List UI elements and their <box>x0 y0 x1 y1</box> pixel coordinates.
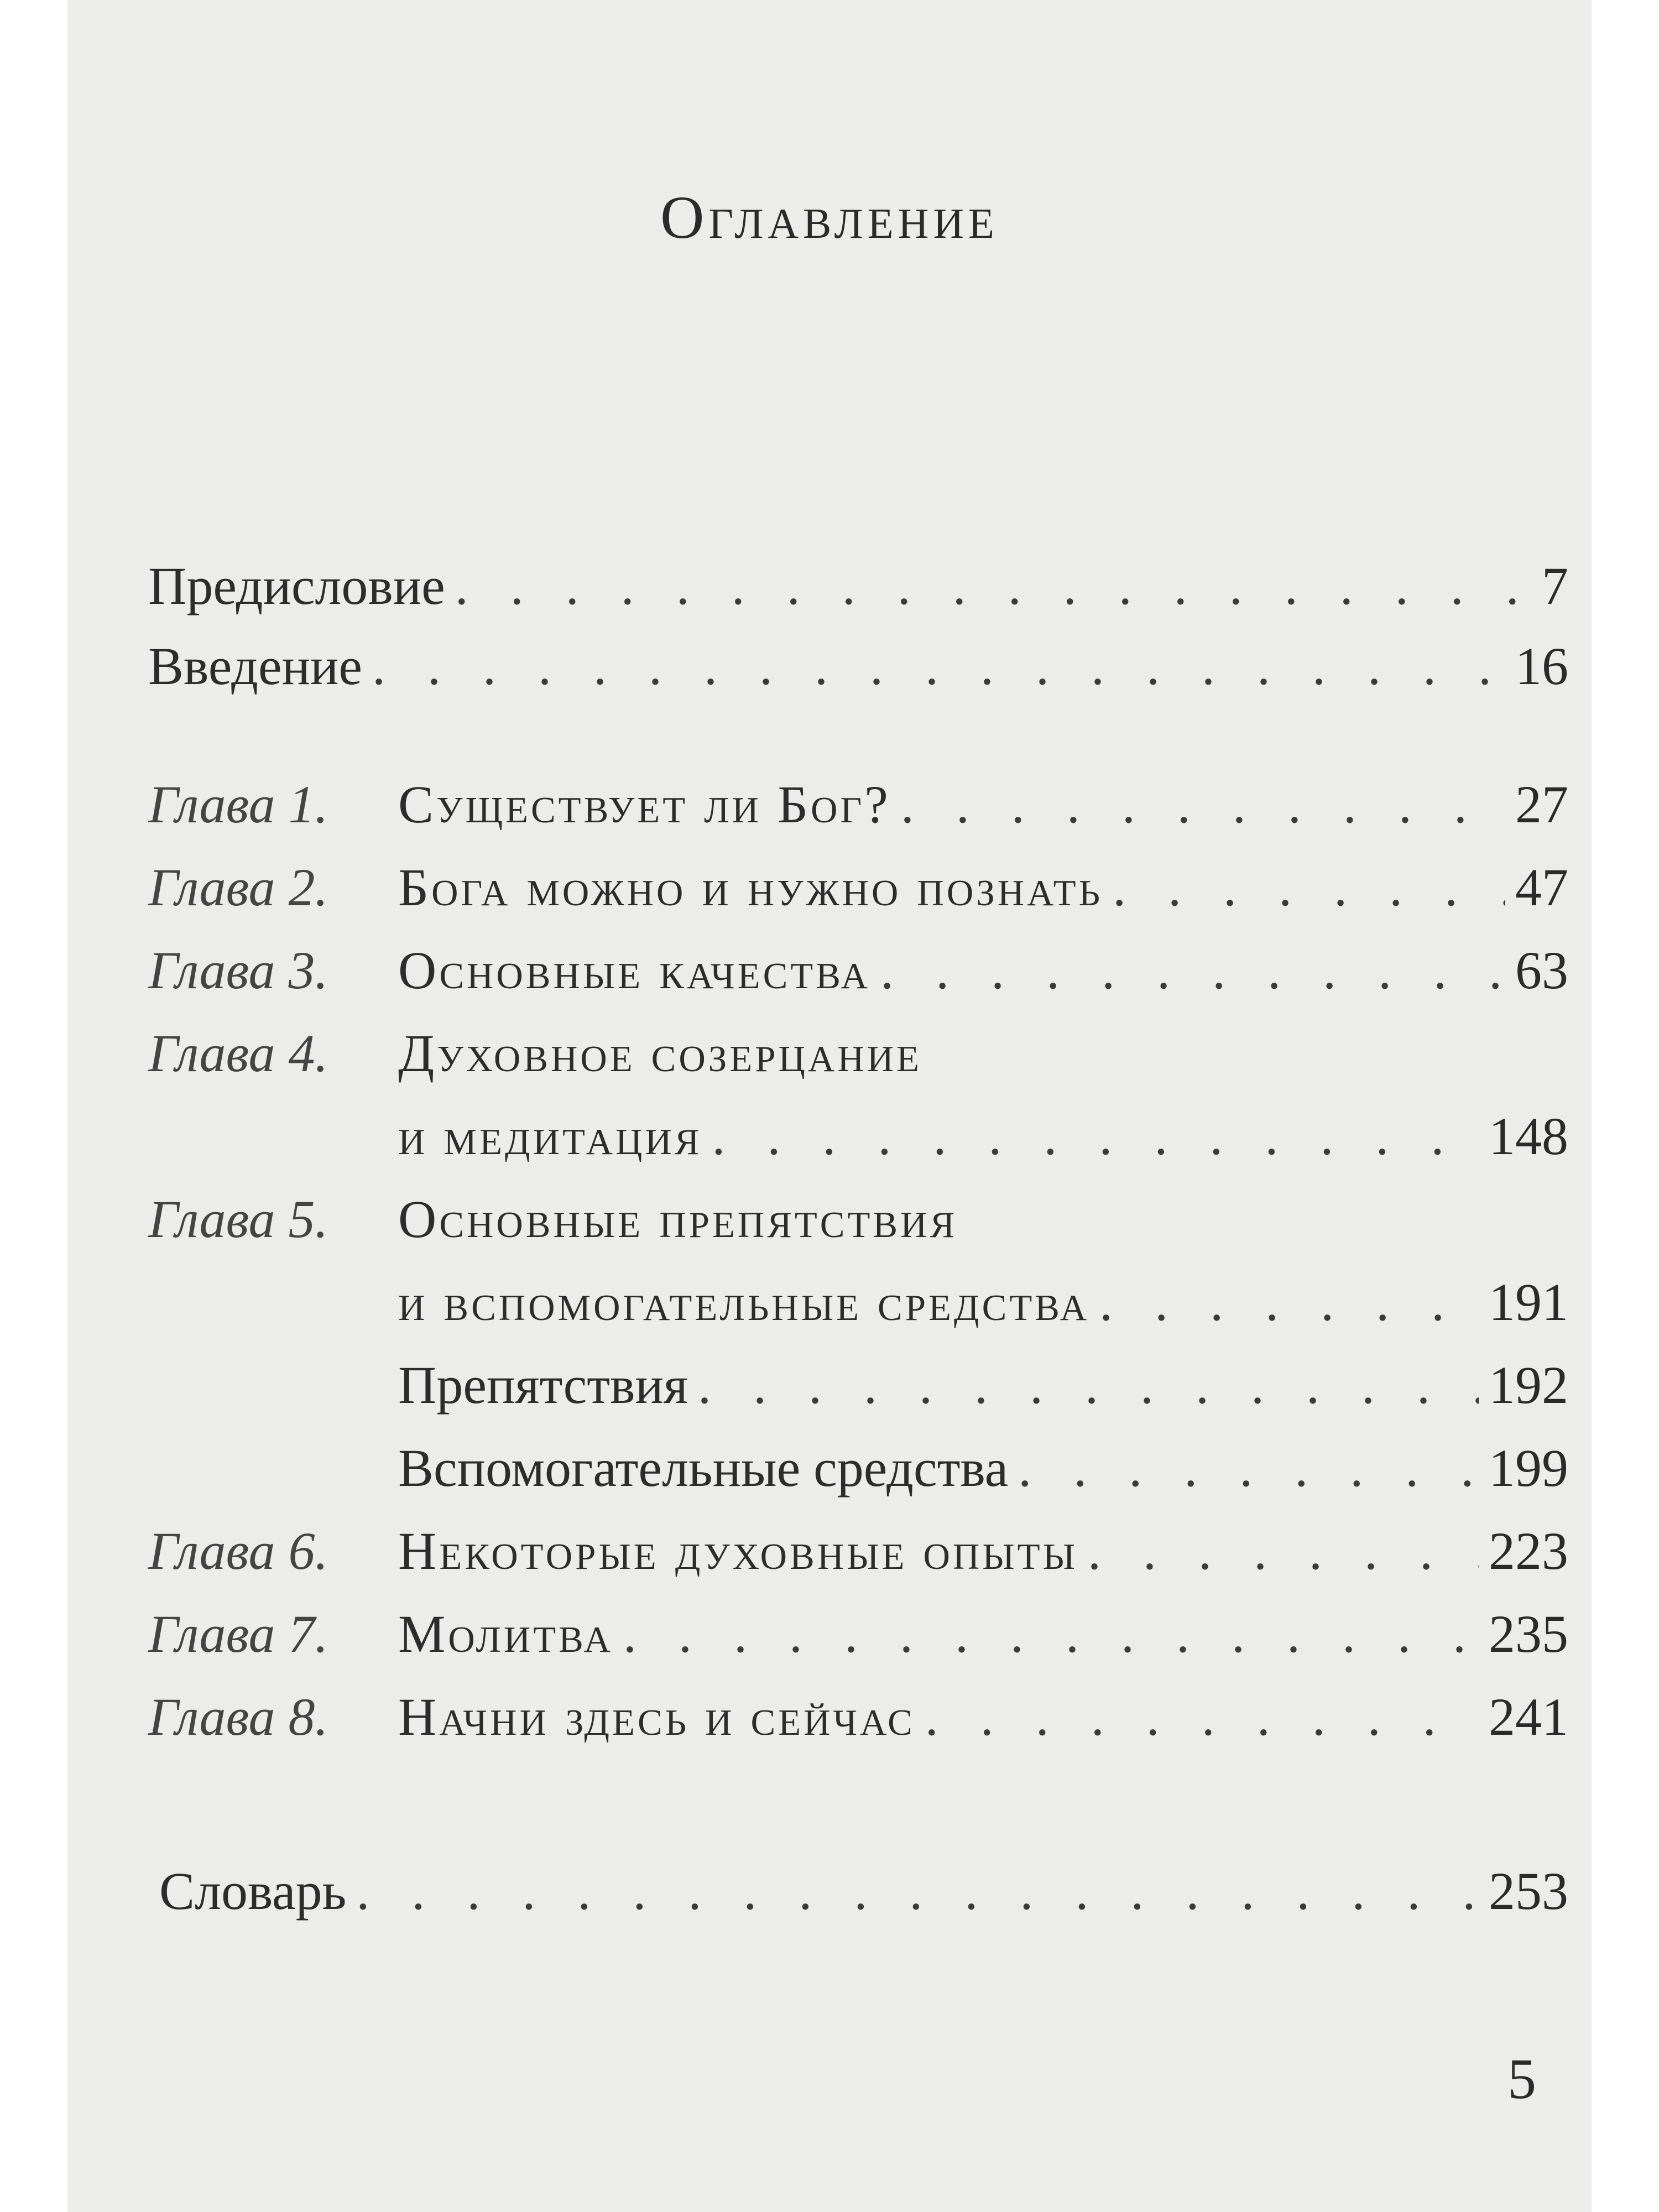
dot-leader <box>1099 1269 1479 1335</box>
toc-page-number: 47 <box>1515 858 1568 917</box>
toc-entry-title: Предисловие <box>148 556 445 615</box>
toc-entry-chapter-4-continued[interactable] <box>148 1103 1568 1170</box>
chapter-label: Глава 8. <box>148 1687 328 1746</box>
dot-leader <box>925 1684 1479 1750</box>
toc-entry-chapter-5[interactable] <box>148 1186 1568 1253</box>
toc-entry-title-line-2: и медитация <box>398 1107 702 1166</box>
toc-page-number: 199 <box>1489 1438 1568 1498</box>
toc-entry-title-line-1: Основные препятствия <box>398 1190 958 1249</box>
toc-entry-glossary[interactable] <box>148 1858 1568 1924</box>
page-number: 5 <box>1507 2047 1536 2111</box>
toc-page-number: 148 <box>1489 1107 1568 1166</box>
dot-leader <box>1018 1435 1479 1501</box>
chapter-label: Глава 7. <box>148 1604 328 1663</box>
chapter-label: Глава 4. <box>148 1024 328 1083</box>
toc-entry-chapter-1[interactable] <box>148 771 1568 838</box>
dot-leader <box>698 1352 1479 1418</box>
toc-entry-title-line-2: и вспомогательные средства <box>398 1272 1090 1332</box>
toc-entry-chapter-7[interactable] <box>148 1601 1568 1667</box>
toc-entry-chapter-5-continued[interactable] <box>148 1269 1568 1335</box>
chapter-label: Глава 3. <box>148 941 328 1000</box>
toc-entry-title: Молитва <box>398 1604 614 1663</box>
toc-page-number: 7 <box>1542 556 1568 615</box>
toc-entry-chapter-3[interactable] <box>148 937 1568 1004</box>
toc-page-number: 235 <box>1489 1604 1568 1663</box>
dot-leader <box>901 771 1505 838</box>
dot-leader <box>356 1858 1479 1924</box>
toc-entry-chapter-8[interactable] <box>148 1684 1568 1750</box>
toc-page-number: 16 <box>1515 637 1568 696</box>
toc-entry-chapter-6[interactable] <box>148 1518 1568 1584</box>
toc-entry-title: Бога можно и нужно познать <box>398 858 1103 917</box>
toc-entry-title: Основные качества <box>398 941 871 1000</box>
chapter-label: Глава 5. <box>148 1190 328 1249</box>
toc-page-number: 241 <box>1489 1687 1568 1746</box>
toc-page-number: 27 <box>1515 775 1568 834</box>
toc-subsection-title: Вспомогательные средства <box>398 1438 1009 1498</box>
toc-page-number: 253 <box>1489 1861 1568 1921</box>
chapter-label: Глава 6. <box>148 1521 328 1580</box>
dot-leader <box>455 553 1532 619</box>
toc-entry-title: Существует ли Бог? <box>398 775 891 834</box>
toc-entry-title: Введение <box>148 637 362 696</box>
toc-page-number: 63 <box>1515 941 1568 1000</box>
toc-entry-title-line-1: Духовное созерцание <box>398 1024 922 1083</box>
toc-entry-preface[interactable] <box>148 553 1568 619</box>
toc-subsection-obstacles[interactable] <box>148 1352 1568 1418</box>
dot-leader <box>623 1601 1479 1667</box>
toc-entry-title: Словарь <box>159 1861 347 1921</box>
chapter-label: Глава 2. <box>148 858 328 917</box>
dot-leader <box>712 1103 1479 1170</box>
dot-leader <box>372 633 1505 700</box>
book-page <box>67 0 1592 2212</box>
chapter-label: Глава 1. <box>148 775 328 834</box>
dot-leader <box>880 937 1505 1004</box>
toc-entry-chapter-2[interactable] <box>148 854 1568 921</box>
toc-page-number: 191 <box>1489 1272 1568 1332</box>
toc-subsection-auxiliary-means[interactable] <box>148 1435 1568 1501</box>
page-title: Оглавление <box>660 184 999 251</box>
toc-entry-title: Начни здесь и сейчас <box>398 1687 915 1746</box>
toc-subsection-title: Препятствия <box>398 1355 688 1415</box>
toc-entry-chapter-4[interactable] <box>148 1020 1568 1087</box>
toc-page-number: 192 <box>1489 1355 1568 1415</box>
toc-entry-title: Некоторые духовные опыты <box>398 1521 1078 1580</box>
dot-leader <box>1113 854 1505 921</box>
toc-entry-introduction[interactable] <box>148 633 1568 700</box>
dot-leader <box>1088 1518 1479 1584</box>
toc-page-number: 223 <box>1489 1521 1568 1580</box>
